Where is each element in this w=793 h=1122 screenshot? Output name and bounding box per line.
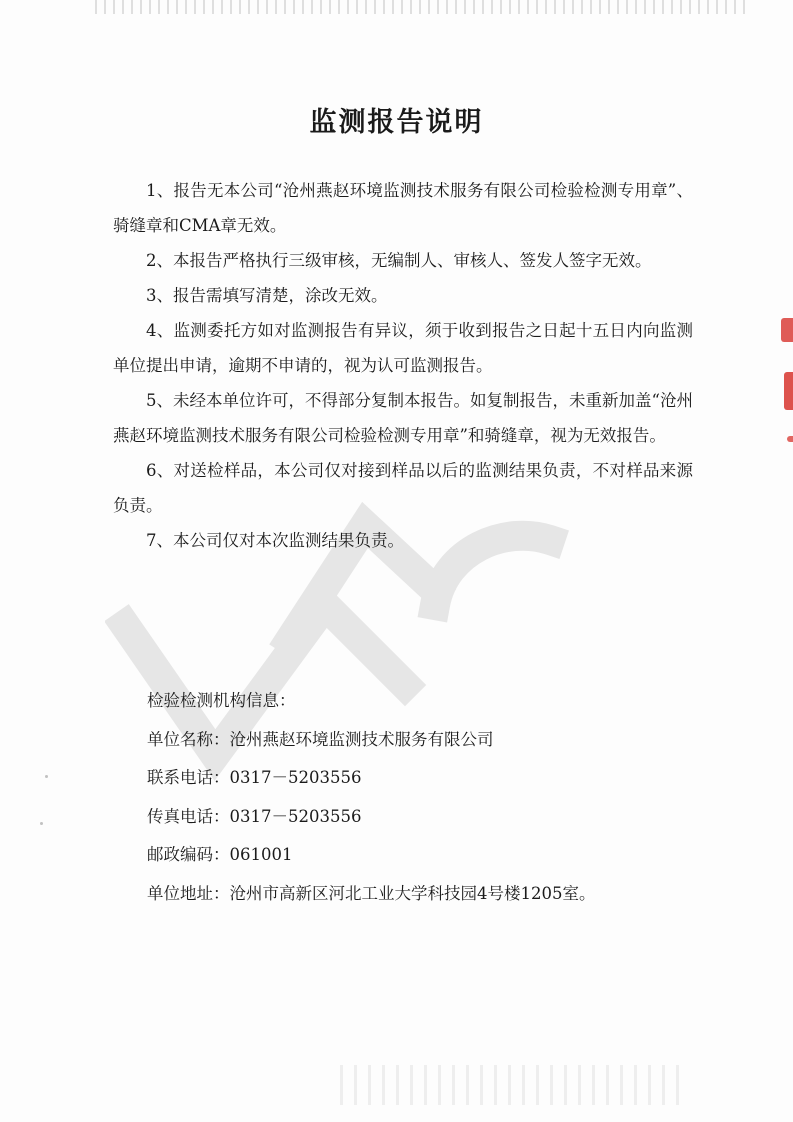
note-item: 4、监测委托方如对监测报告有异议，须于收到报告之日起十五日内向监测单位提出申请，逾期不申请的，视为认可监测报告。 (113, 321, 693, 375)
info-heading: 检验检测机构信息： (147, 691, 296, 710)
info-phone: 联系电话：0317－5203556 (147, 768, 362, 787)
scan-artifact-top (95, 0, 745, 14)
note-item: 3、报告需填写清楚，涂改无效。 (146, 286, 388, 305)
scan-speck (45, 775, 48, 778)
seal-edge-mark (784, 372, 793, 410)
seal-edge-mark (787, 436, 793, 442)
page-title: 监测报告说明 (309, 107, 484, 138)
seal-edge-mark (781, 318, 793, 342)
institution-info (147, 682, 707, 913)
note-item: 7、本公司仅对本次监测结果负责。 (146, 531, 404, 550)
scan-artifact-bottom (340, 1065, 680, 1105)
notes-section (113, 173, 693, 558)
info-address: 单位地址：沧州市高新区河北工业大学科技园4号楼1205室。 (147, 883, 596, 903)
info-fax: 传真电话：0317－5203556 (147, 806, 362, 826)
info-unit-name: 单位名称：沧州燕赵环境监测技术服务有限公司 (147, 729, 494, 749)
info-postcode: 邮政编码：061001 (147, 845, 293, 864)
note-item: 5、未经本单位许可，不得部分复制本报告。如复制报告，未重新加盖“沧州燕赵环境监测技术服务有限公司检验检测专用章”和骑缝章，视为无效报告。 (113, 391, 693, 445)
note-item: 2、本报告严格执行三级审核，无编制人、审核人、签发人签字无效。 (146, 251, 652, 270)
scan-speck (40, 822, 43, 825)
note-item: 6、对送检样品，本公司仅对接到样品以后的监测结果负责，不对样品来源负责。 (113, 461, 693, 515)
note-item: 1、报告无本公司“沧州燕赵环境监测技术服务有限公司检验检测专用章”、骑缝章和CMA章无效。 (113, 181, 693, 235)
